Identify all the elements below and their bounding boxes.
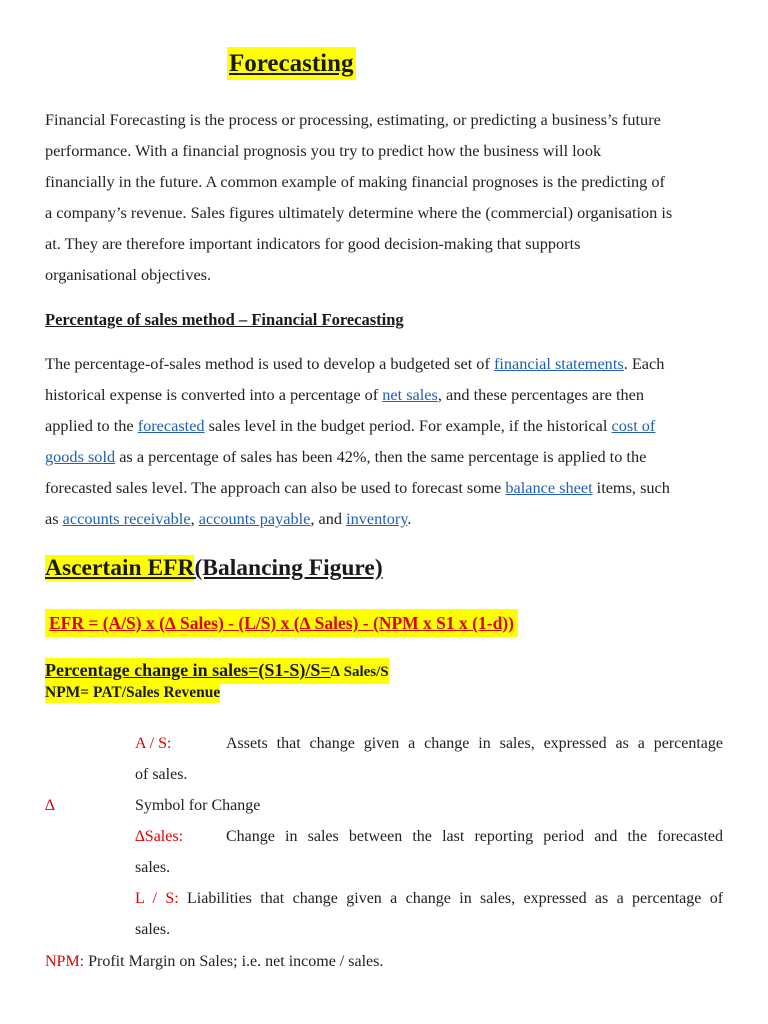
paragraph-line (45, 348, 725, 379)
intro-paragraph (45, 104, 725, 290)
efr-formula: EFR = (A/S) x (∆ Sales) - (L/S) x (∆ Sales) - (NPM x S1 x (1-d)) (45, 609, 518, 637)
text: sales level in the budget period. For example, if the historical (204, 416, 612, 435)
section-heading-percentage-of-sales: Percentage of sales method – Financial Forecasting (45, 310, 404, 329)
paragraph-line (45, 503, 725, 534)
definition-term-delta: ∆ (45, 797, 55, 814)
paragraph-line (45, 379, 725, 410)
paragraph-line (45, 472, 725, 503)
link-financial-statements[interactable]: financial statements (493, 354, 624, 373)
intro-line: performance. With a financial prognosis you try to predict how the business will look (45, 141, 602, 160)
definition-desc-ls-cont: sales. (135, 921, 171, 938)
formula-text: Percentage change in sales=(S1-S)/S= (45, 660, 331, 680)
definition-desc-delta-sales (226, 821, 723, 852)
text: , and these percentages are then (437, 385, 644, 404)
formula-text: ∆ Sales/S (330, 664, 389, 680)
link-balance-sheet[interactable]: balance sheet (505, 478, 593, 497)
definition-desc-delta: Symbol for Change (135, 797, 261, 814)
link-accounts-payable[interactable]: accounts payable (198, 509, 311, 528)
text: Assets that change given a change in sales, expressed as a percentage (226, 735, 723, 752)
text: , (190, 509, 199, 528)
text: The percentage-of-sales method is used to develop a budgeted set of (45, 354, 494, 373)
text: Change in sales between the last reporting period and the forecasted (226, 828, 723, 845)
text: Liabilities that change given a change in sales, expressed as a percentage of (187, 890, 724, 907)
percentage-of-sales-paragraph (45, 348, 725, 534)
text: historical expense is converted into a percentage of (45, 385, 383, 404)
link-net-sales[interactable]: net sales (382, 385, 438, 404)
text: applied to the (45, 416, 138, 435)
text: items, such (592, 478, 670, 497)
text: as (45, 509, 63, 528)
text: Profit Margin on Sales; i.e. net income / sales. (88, 953, 384, 970)
percentage-change-formula (45, 658, 389, 684)
npm-formula: NPM= PAT/Sales Revenue (45, 684, 221, 701)
text: , and (310, 509, 347, 528)
term: L / S: (135, 890, 179, 907)
text: forecasted sales level. The approach can also be used to forecast some (45, 478, 506, 497)
link-cost-of-goods-sold[interactable]: cost of (611, 416, 656, 435)
definition-desc-delta-sales-cont: sales. (135, 859, 171, 876)
link-accounts-receivable[interactable]: accounts receivable (62, 509, 191, 528)
link-forecasted[interactable]: forecasted (137, 416, 205, 435)
paragraph-line (45, 441, 725, 472)
heading-highlighted: Ascertain EFR (45, 555, 195, 581)
heading-rest: (Balancing Figure) (194, 555, 383, 581)
definition-term-as (135, 728, 171, 759)
intro-line: organisational objectives. (45, 265, 212, 284)
intro-line: a company’s revenue. Sales figures ultimately determine where the (commercial) organisation is (45, 203, 673, 222)
definition-term-delta-sales: ∆Sales: (135, 828, 184, 845)
link-inventory[interactable]: inventory (346, 509, 408, 528)
term: A / S: (135, 735, 172, 752)
term: NPM: (45, 953, 85, 970)
link-cost-of-goods-sold[interactable]: goods sold (45, 447, 116, 466)
definition-desc-as-cont: of sales. (135, 766, 188, 783)
text: . (407, 509, 412, 528)
intro-line: financially in the future. A common example of making financial prognoses is the predicting of (45, 172, 665, 191)
definition-desc-as (226, 728, 723, 759)
page-title: Forecasting (227, 47, 356, 80)
paragraph-line (45, 410, 725, 441)
definition-ls (135, 883, 723, 914)
definition-npm (45, 946, 383, 977)
text: . Each (623, 354, 665, 373)
intro-line: Financial Forecasting is the process or processing, estimating, or predicting a business’s future (45, 110, 661, 129)
text: as a percentage of sales has been 42%, then the same percentage is applied to the (115, 447, 647, 466)
section-heading-efr (45, 552, 383, 584)
intro-line: at. They are therefore important indicators for good decision-making that supports (45, 234, 581, 253)
